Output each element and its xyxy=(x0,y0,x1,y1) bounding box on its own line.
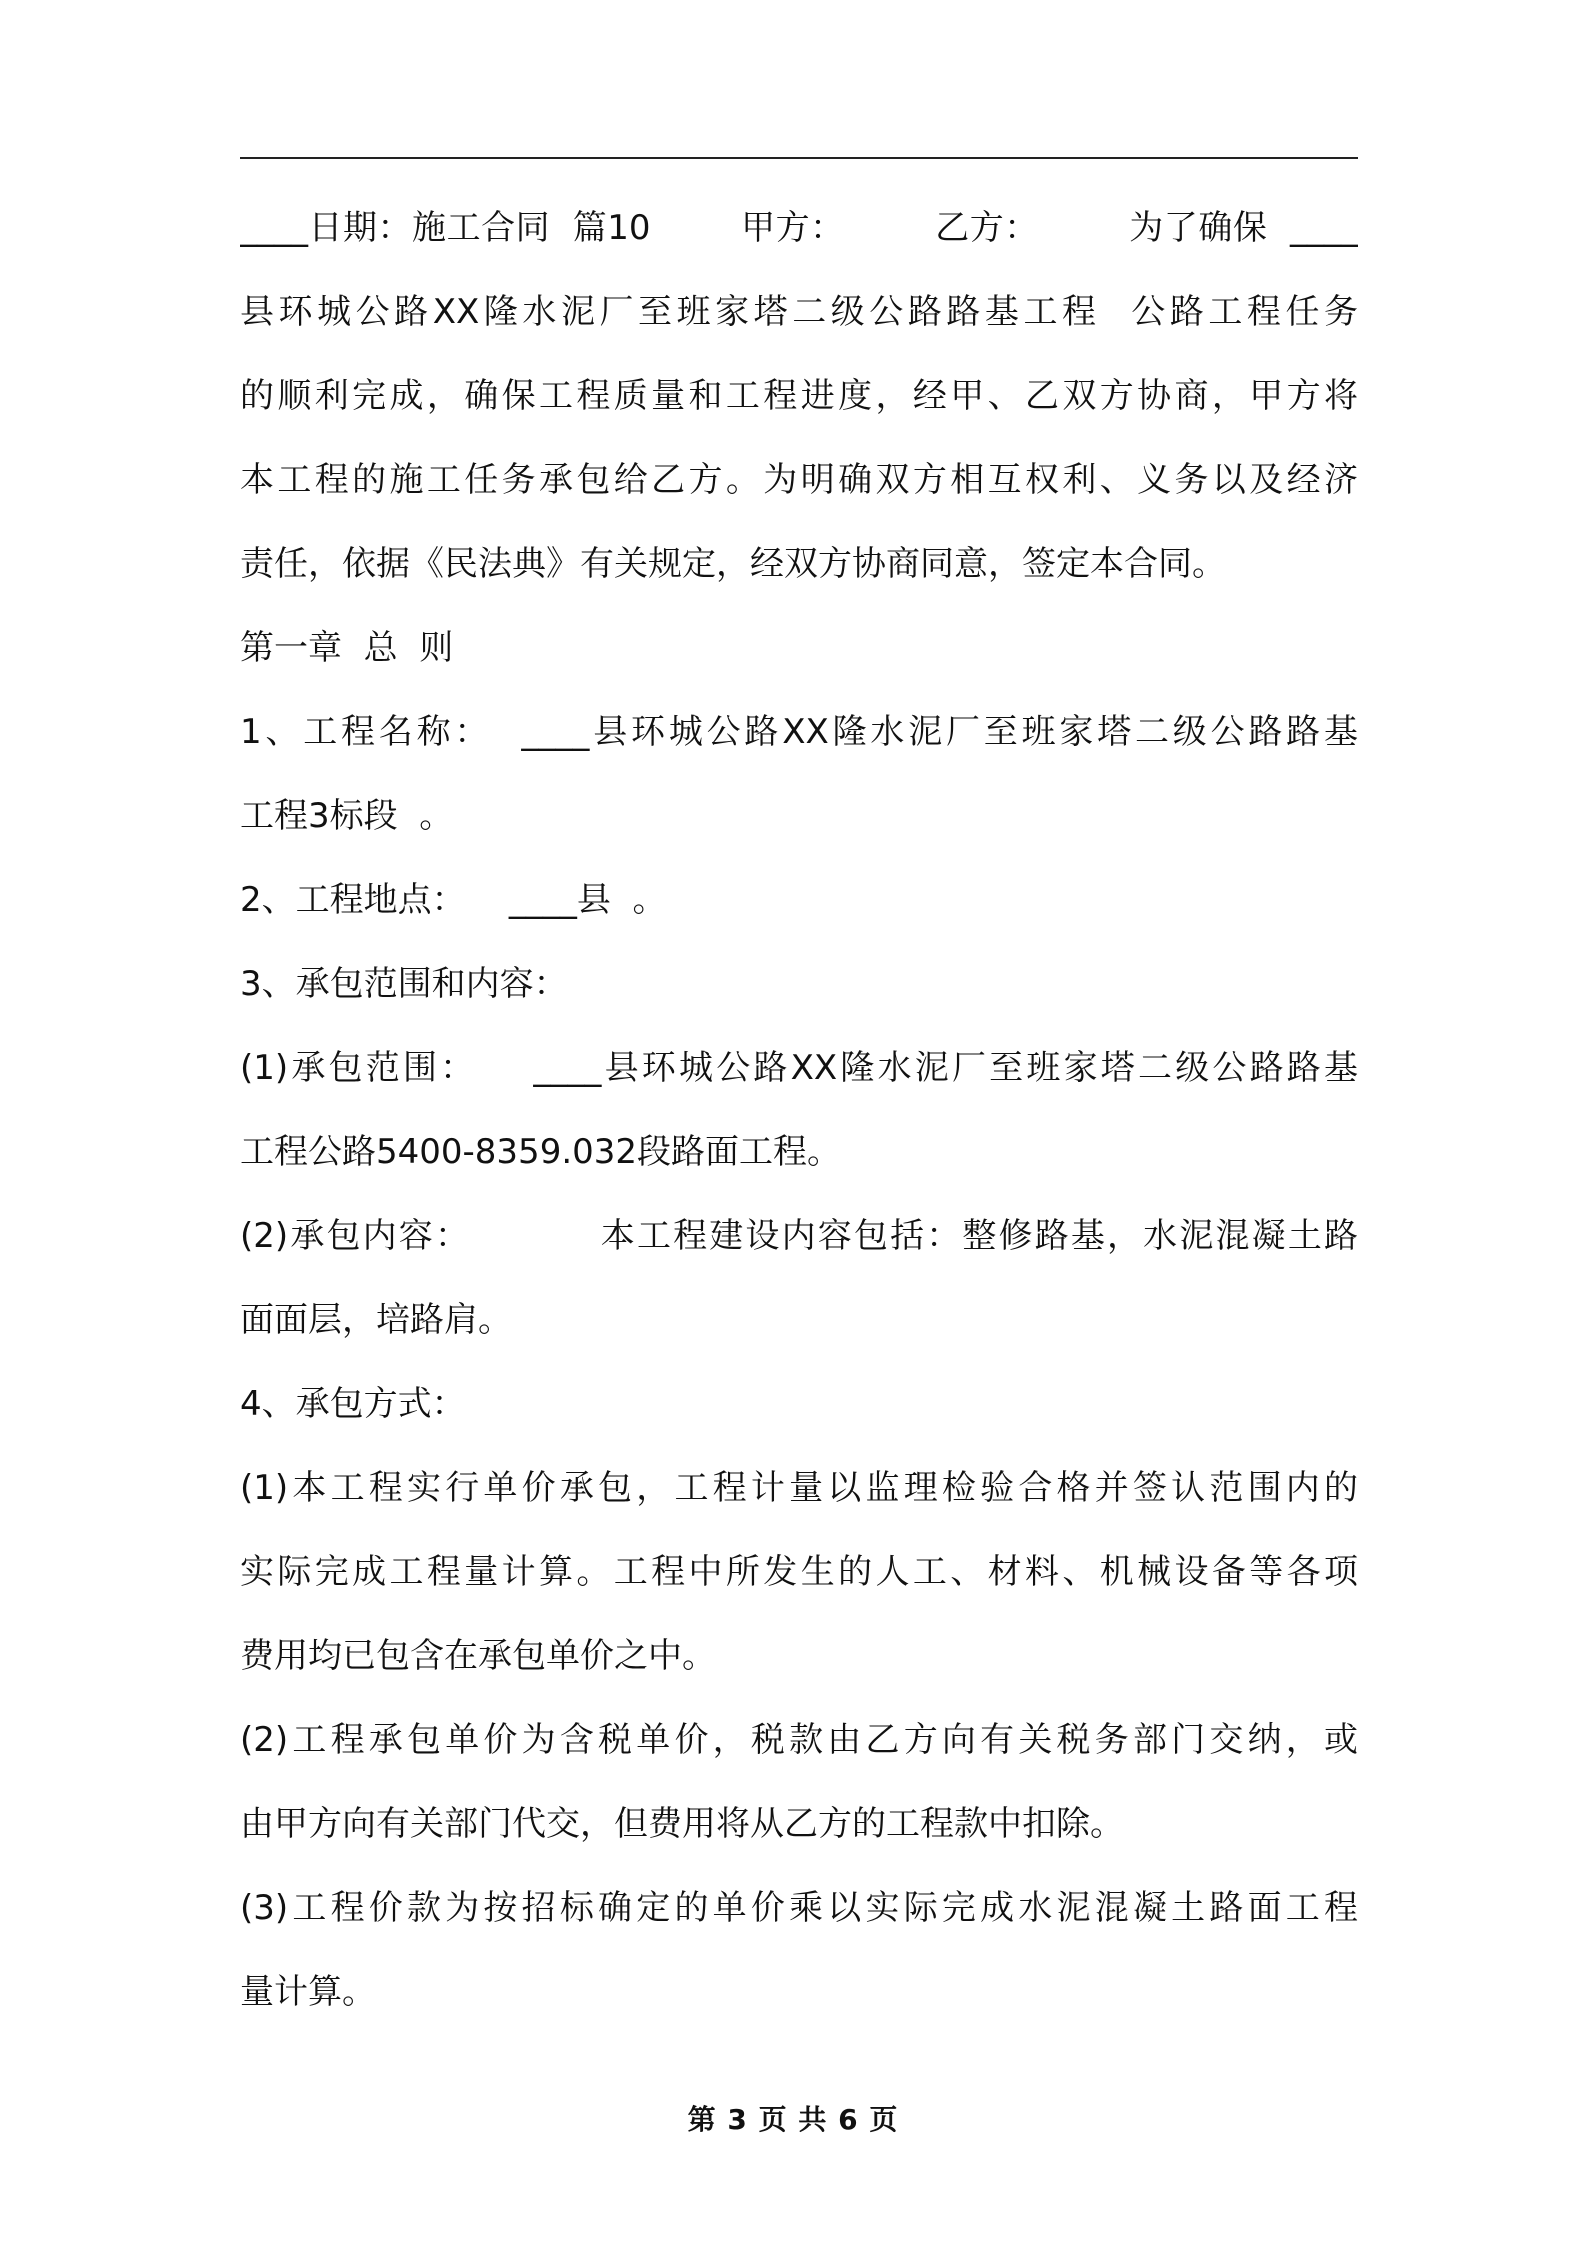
text-line: 3、承包范围和内容： xyxy=(240,964,568,1004)
text-line: (1)本工程实行单价承包，工程计量以监理检验合格并签认范围内的 xyxy=(240,1468,1358,1508)
text-line: (1)承包范围： ____县环城公路XX隆水泥厂至班家塔二级公路路基 xyxy=(240,1048,1358,1088)
text-line: ____日期：施工合同 篇10 甲方： 乙方： 为了确保 ____ xyxy=(240,208,1358,248)
text-line: 实际完成工程量计算。工程中所发生的人工、材料、机械设备等各项 xyxy=(240,1552,1358,1592)
text-line: (2)工程承包单价为含税单价，税款由乙方向有关税务部门交纳，或 xyxy=(240,1720,1358,1760)
text-line: 责任，依据《民法典》有关规定，经双方协商同意，签定本合同。 xyxy=(240,544,1226,584)
text-line: 县环城公路XX隆水泥厂至班家塔二级公路路基工程 公路工程任务 xyxy=(240,292,1358,332)
text-line: 面面层，培路肩。 xyxy=(240,1300,512,1340)
text-line: 由甲方向有关部门代交，但费用将从乙方的工程款中扣除。 xyxy=(240,1804,1124,1844)
text-line: 费用均已包含在承包单价之中。 xyxy=(240,1636,716,1676)
text-line: 工程3标段 。 xyxy=(240,796,454,836)
text-line: 的顺利完成，确保工程质量和工程进度，经甲、乙双方协商，甲方将 xyxy=(240,376,1358,416)
page-footer: 第 3 页 共 6 页 xyxy=(687,2103,899,2136)
text-line: 2、工程地点： ____县 。 xyxy=(240,880,667,920)
text-line: 1、工程名称： ____县环城公路XX隆水泥厂至班家塔二级公路路基 xyxy=(240,712,1358,752)
text-line: 工程公路5400-8359.032段路面工程。 xyxy=(240,1132,842,1172)
text-line: 4、承包方式： xyxy=(240,1384,466,1424)
text-line: (2)承包内容： 本工程建设内容包括：整修路基，水泥混凝土路 xyxy=(240,1216,1358,1256)
header-rule xyxy=(240,157,1358,159)
text-line: (3)工程价款为按招标确定的单价乘以实际完成水泥混凝土路面工程 xyxy=(240,1888,1358,1928)
text-line: 本工程的施工任务承包给乙方。为明确双方相互权利、义务以及经济 xyxy=(240,460,1358,500)
document-body xyxy=(240,198,1358,2046)
chapter-heading: 第一章 总 则 xyxy=(240,628,454,668)
text-line: 量计算。 xyxy=(240,1972,376,2012)
